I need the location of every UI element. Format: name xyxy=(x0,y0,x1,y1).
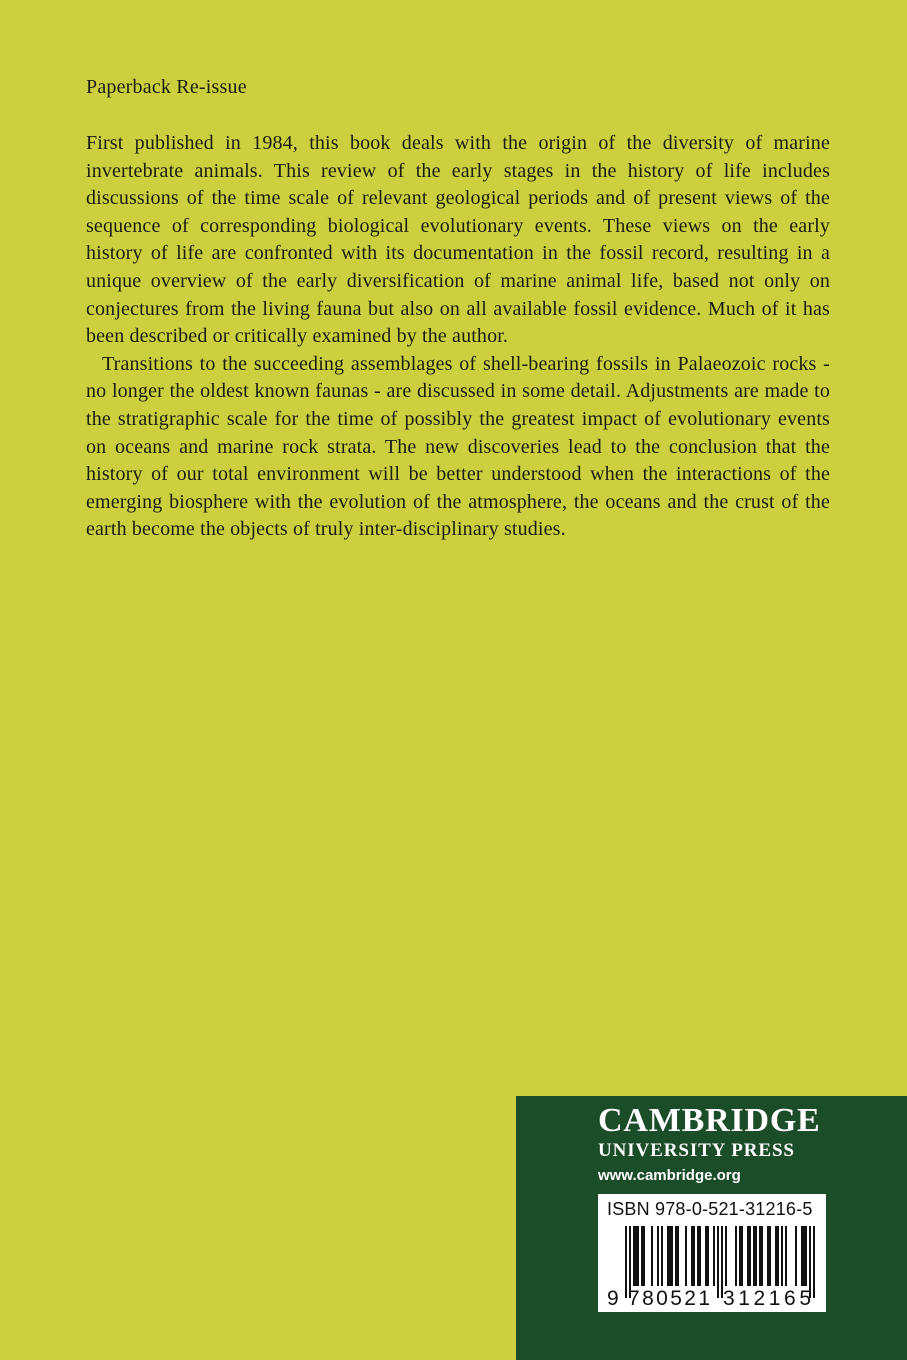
barcode-bar xyxy=(785,1226,787,1286)
barcode-bar xyxy=(755,1226,757,1286)
barcode-bar xyxy=(633,1226,635,1286)
barcode-bar xyxy=(635,1226,637,1286)
barcode-bar xyxy=(747,1226,749,1286)
barcode-bar xyxy=(637,1226,639,1286)
isbn-label: ISBN 978-0-521-31216-5 xyxy=(607,1199,813,1219)
barcode-bar xyxy=(769,1226,771,1286)
book-description xyxy=(86,130,830,544)
barcode-digit-right-group: 312165 xyxy=(723,1287,811,1310)
barcode-bar xyxy=(697,1226,699,1286)
edition-label: Paperback Re-issue xyxy=(86,76,247,98)
publisher-name: CAMBRIDGE xyxy=(598,1102,821,1139)
barcode-bar xyxy=(767,1226,769,1286)
barcode-bar xyxy=(693,1226,695,1286)
barcode-bar xyxy=(691,1226,693,1286)
barcode-bar xyxy=(669,1226,671,1286)
barcode-bar xyxy=(675,1226,677,1286)
barcode-bar xyxy=(713,1226,715,1286)
barcode-bar xyxy=(735,1226,737,1286)
barcode-bar xyxy=(753,1226,755,1286)
barcode-bar xyxy=(641,1226,643,1286)
barcode-digit-prefix: 9 xyxy=(607,1287,619,1310)
description-paragraph-1: First published in 1984, this book deals with the origin of the diversity of marine invertebrate animals. This review of the early stages in the history of life includes discussions of the time scale of relevant geological periods and of present views of the sequence of corresponding biological evolutionary events. These views on the early history of life are confronted with its documentation in the fossil record, resulting in a unique overview of the early diversification of marine animal life, based not only on conjectures from the living fauna but also on all available fossil evidence. Much of it has been described or critically examined by the author. xyxy=(86,132,830,348)
barcode-bar xyxy=(671,1226,673,1286)
barcode-bar xyxy=(657,1226,659,1286)
barcode-bar xyxy=(775,1226,777,1286)
barcode-bar xyxy=(749,1226,751,1286)
barcode-bar xyxy=(777,1226,779,1286)
barcode-bar xyxy=(667,1226,669,1286)
barcode-bar xyxy=(705,1226,707,1286)
barcode-bar xyxy=(661,1226,663,1286)
publisher-subtitle: UNIVERSITY PRESS xyxy=(598,1140,795,1161)
barcode-bar xyxy=(761,1226,763,1286)
barcode-bar xyxy=(759,1226,761,1286)
barcode-bar xyxy=(781,1226,783,1286)
barcode-bar xyxy=(685,1226,687,1286)
barcode-bar xyxy=(707,1226,709,1286)
barcode-bar xyxy=(651,1226,653,1286)
barcode-bar xyxy=(741,1226,743,1286)
barcode-bar xyxy=(699,1226,701,1286)
barcode-guard-bar xyxy=(717,1226,719,1298)
barcode-bar xyxy=(805,1226,807,1286)
barcode-guard-bar xyxy=(813,1226,815,1298)
barcode-bar xyxy=(643,1226,645,1286)
barcode-bar xyxy=(801,1226,803,1286)
barcode-bar xyxy=(739,1226,741,1286)
publisher-block xyxy=(516,1096,907,1360)
barcode-bar xyxy=(803,1226,805,1286)
barcode-guard-bar xyxy=(625,1226,627,1298)
barcode-bar xyxy=(725,1226,727,1286)
barcode-bar xyxy=(677,1226,679,1286)
description-paragraph-2: Transitions to the succeeding assemblages of shell-bearing fossils in Palaeozoic rocks - no longer the oldest known faunas - are discussed in some detail. Adjustments are made to the stratigraphic scale for the time of possibly the greatest impact of evolutionary events on oceans and marine rock strata. The new discoveries lead to the conclusion that the history of our total environment will be better understood when the interactions of the emerging biosphere with the evolution of the atmosphere, the oceans and the crust of the earth become the objects of truly inter-disciplinary studies. xyxy=(86,352,830,541)
publisher-url: www.cambridge.org xyxy=(598,1167,741,1184)
barcode-digit-left-group: 780521 xyxy=(628,1287,710,1310)
barcode-box xyxy=(598,1194,826,1312)
barcode-bar xyxy=(795,1226,797,1286)
